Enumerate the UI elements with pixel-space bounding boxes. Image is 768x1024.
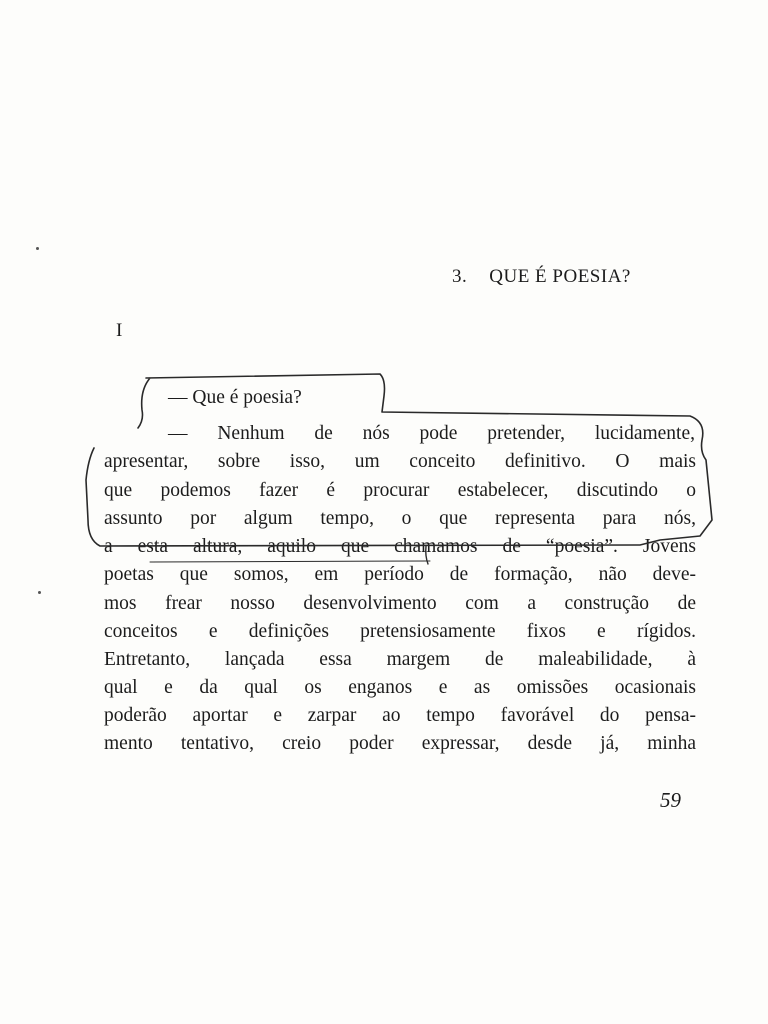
body-line: mos frear nosso desenvolvimento com a construção de bbox=[104, 593, 696, 614]
body-line: mento tentativo, creio poder expressar, desde já, minha bbox=[104, 733, 696, 754]
chapter-title: QUE É POESIA? bbox=[489, 266, 631, 287]
section-mark: I bbox=[116, 320, 123, 341]
chapter-number: 3. bbox=[452, 266, 468, 287]
margin-speck bbox=[38, 591, 41, 594]
body-line: que podemos fazer é procurar estabelecer, discutindo o bbox=[104, 480, 696, 501]
body-line: conceitos e definições pretensiosamente fixos e rígidos. bbox=[104, 621, 696, 642]
chapter-heading bbox=[452, 266, 631, 288]
margin-speck bbox=[36, 247, 39, 250]
body-line: Entretanto, lançada essa margem de maleabilidade, à bbox=[104, 649, 696, 670]
body-line: — Nenhum de nós pode pretender, lucidamente, bbox=[168, 423, 695, 444]
body-line: qual e da qual os enganos e as omissões ocasionais bbox=[104, 677, 696, 698]
body-line: poetas que somos, em período de formação, não deve- bbox=[104, 564, 696, 585]
body-line: assunto por algum tempo, o que representa para nós, bbox=[104, 508, 696, 529]
body-line: apresentar, sobre isso, um conceito definitivo. O mais bbox=[104, 451, 696, 472]
body-line: a esta altura, aquilo que chamamos de “poesia”. Jovens bbox=[104, 536, 696, 557]
body-line: — Que é poesia? bbox=[168, 387, 302, 408]
page-number: 59 bbox=[660, 788, 681, 812]
body-line: poderão aportar e zarpar ao tempo favorável do pensa- bbox=[104, 705, 696, 726]
